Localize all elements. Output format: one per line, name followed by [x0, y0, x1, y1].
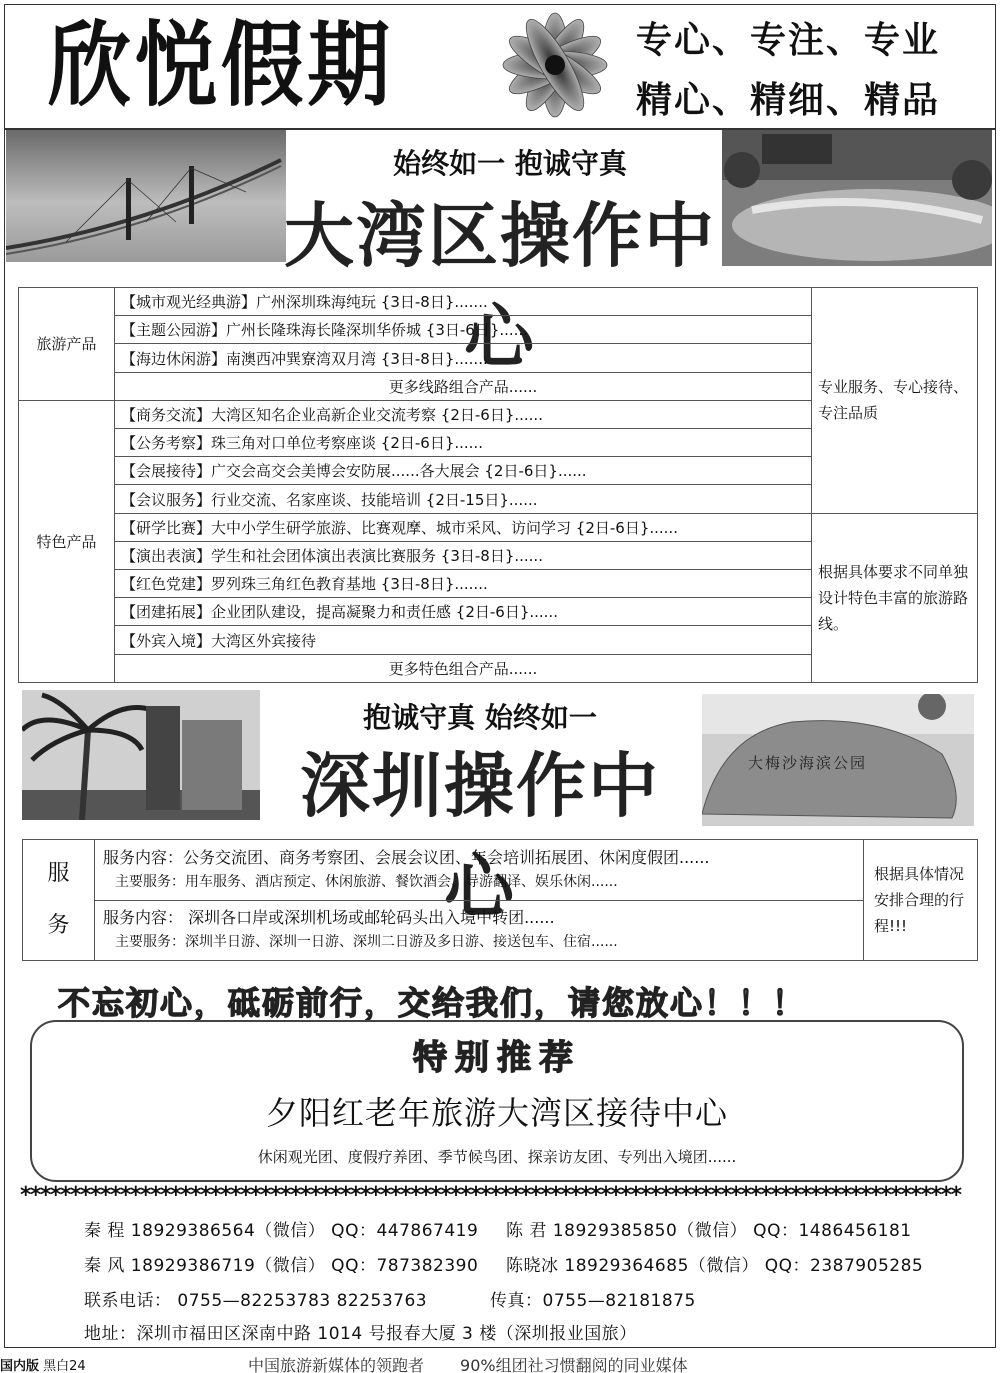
- motto-banner: 不忘初心，砥砺前行，交给我们，请您放心！！！: [58, 984, 807, 1022]
- bridge-photo: [6, 130, 286, 262]
- product-row: 【演出表演】学生和社会团体演出表演比赛服务 {3日-8日}......: [115, 541, 812, 569]
- brand-logo-text: 欣悦假期: [48, 12, 394, 119]
- product-row: 【红色党建】罗列珠三角红色教育基地 {3日-8日}.......: [115, 570, 812, 598]
- safari-park-photo: [722, 130, 992, 266]
- rock-park-photo: [702, 694, 974, 826]
- recommend-box: [30, 1020, 964, 1182]
- product-row: 【公务考察】珠三角对口单位考察座谈 {2日-6日}......: [115, 429, 812, 457]
- contact-address: 地址：深圳市福田区深南中路 1014 号报春大厦 3 楼（深圳报业国旅）: [84, 1324, 637, 1344]
- recommend-main: 夕阳红老年旅游大湾区接待中心: [265, 1094, 728, 1132]
- product-row: 【外宾入境】大湾区外宾接待: [115, 626, 812, 654]
- product-row: 【城市观光经典游】广州深圳珠海纯玩 {3日-8日}.......: [115, 288, 812, 316]
- contact-fax: 传真：0755—82181875: [490, 1291, 696, 1311]
- services-table: [22, 839, 978, 961]
- services-label: 服 务: [23, 840, 95, 961]
- bay-subtitle: 始终如一 抱诚守真: [393, 147, 627, 180]
- recommend-sub: 休闲观光团、度假疗养团、季节候鸟团、探亲访友团、专列出入境团......: [257, 1148, 737, 1166]
- contact-chen-jun: 陈 君 18929385850（微信） QQ：1486456181: [506, 1221, 912, 1241]
- travel-products-label: 旅游产品: [19, 288, 115, 401]
- product-row: 【主题公园游】广州长隆珠海长隆深圳华侨城 {3日-6日}......: [115, 316, 812, 344]
- contact-qin-feng: 秦 风 18929386719（微信） QQ：787382390: [84, 1256, 479, 1276]
- service-plan-note: 根据具体情况安排合理的行程!!!: [864, 840, 978, 961]
- more-special-link[interactable]: 更多特色组合产品......: [115, 654, 812, 682]
- bay-title: 大湾区操作中心: [284, 195, 716, 378]
- star-divider: **********************************************************************************************: [20, 1184, 961, 1208]
- recommend-title: 特别推荐: [413, 1038, 581, 1078]
- footer-taglines: 中国旅游新媒体的领跑者 90%组团社习惯翻阅的同业媒体: [248, 1356, 688, 1373]
- product-row: 【研学比赛】大中小学生研学旅游、比赛观摩、城市采风、访问学习 {2日-6日}......: [115, 513, 812, 541]
- products-table: [18, 287, 978, 683]
- slogan-line-1: 专心、专注、专业: [636, 20, 941, 61]
- stone-inscription: 大梅沙海滨公园: [748, 754, 868, 772]
- special-products-label: 特色产品: [19, 400, 115, 682]
- sz-title: 深圳操作中心: [300, 745, 660, 928]
- product-row: 【会议服务】行业交流、名家座谈、技能培训 {2日-15日}......: [115, 485, 812, 513]
- product-row: 【团建拓展】企业团队建设，提高凝聚力和责任感 {2日-6日}......: [115, 598, 812, 626]
- contact-phone: 联系电话： 0755—82253783 82253763: [84, 1291, 428, 1311]
- product-row: 【会展接待】广交会高交会美博会安防展......各大展会 {2日-6日}......: [115, 457, 812, 485]
- service-row-2: 服务内容： 深圳各口岸或深圳机场或邮轮码头出入境中转团...... 主要服务：深圳半日游、深圳一日游、深圳二日游及多日游、接送包车、住宿......: [95, 900, 864, 961]
- footer-edition: 国内版 黑白24: [0, 1359, 86, 1373]
- service-note-1: 专业服务、专心接待、专注品质: [812, 288, 978, 514]
- product-row: 【海边休闲游】南澳西冲巽寮湾双月湾 {3日-8日}.......: [115, 344, 812, 372]
- contact-chen-xiaobing: 陈晓冰 18929364685（微信） QQ：2387905285: [506, 1256, 924, 1276]
- flower-logo-icon: [490, 6, 620, 124]
- product-row: 【商务交流】大湾区知名企业高新企业交流考察 {2日-6日}......: [115, 400, 812, 428]
- service-note-2: 根据具体要求不同单独设计特色丰富的旅游路线。: [812, 513, 978, 682]
- more-routes-link[interactable]: 更多线路组合产品......: [115, 372, 812, 400]
- slogan-line-2: 精心、精细、精品: [636, 80, 941, 121]
- palm-monument-photo: [22, 690, 260, 820]
- contact-qin-cheng: 秦 程 18929386564（微信） QQ：447867419: [84, 1221, 479, 1241]
- service-row-1: 服务内容：公务交流团、商务考察团、会展会议团、年会培训拓展团、休闲度假团...... 主要服务：用车服务、酒店预定、休闲旅游、餐饮酒会、导游翻译、娱乐休闲......: [95, 840, 864, 901]
- sz-subtitle: 抱诚守真 始终如一: [363, 701, 597, 734]
